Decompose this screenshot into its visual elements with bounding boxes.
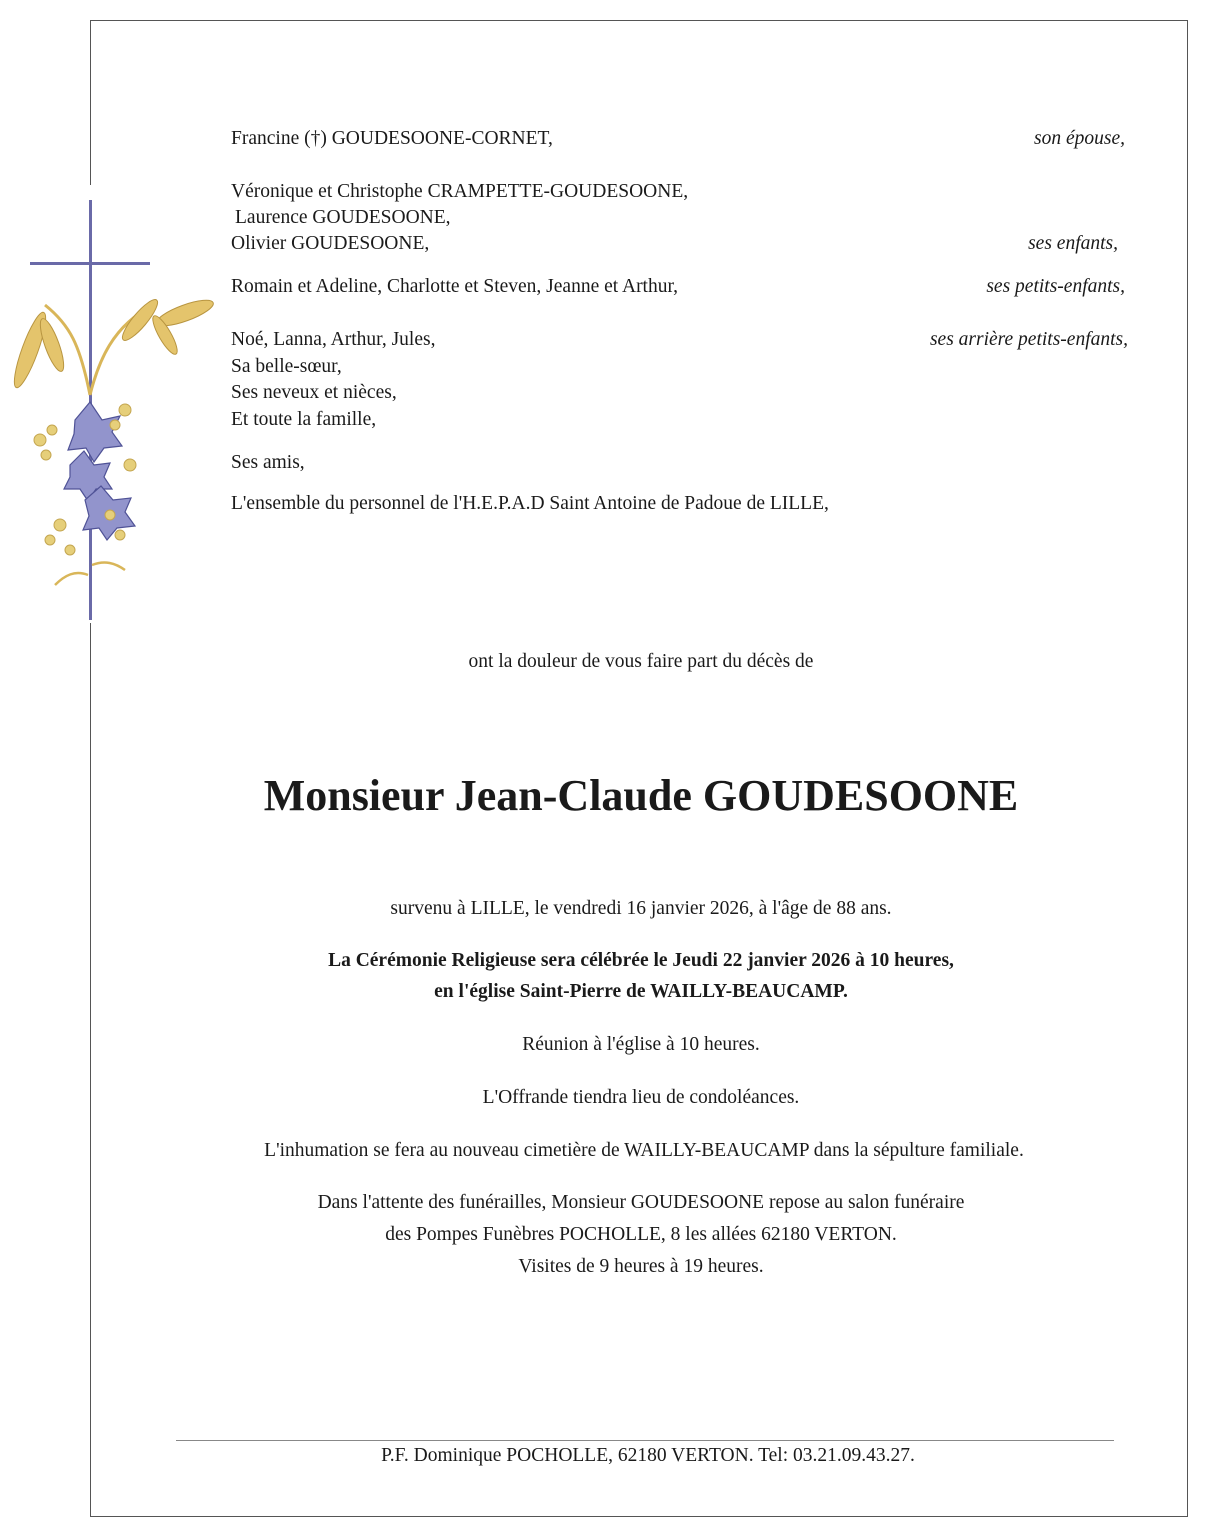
child-1: Véronique et Christophe CRAMPETTE-GOUDESOONE,	[231, 181, 689, 202]
footer-divider	[176, 1440, 1114, 1441]
spouse-relation: son épouse,	[1034, 128, 1125, 149]
ceremony-line-2: en l'église Saint-Pierre de WAILLY-BEAUCAMP.	[434, 981, 848, 1002]
child-3: Olivier GOUDESOONE,	[231, 233, 430, 254]
children-relation: ses enfants,	[1028, 233, 1118, 254]
grandchildren-names: Romain et Adeline, Charlotte et Steven, Jeanne et Arthur,	[231, 276, 679, 297]
cross-with-wheat-and-flowers-icon	[0, 195, 220, 655]
rest-line-1: Dans l'attente des funérailles, Monsieur GOUDESOONE repose au salon funéraire	[317, 1192, 965, 1213]
friends: Ses amis,	[231, 452, 305, 473]
other-relative-1: Sa belle-sœur,	[231, 356, 342, 377]
other-relative-2: Ses neveux et nièces,	[231, 382, 397, 403]
meeting-info: Réunion à l'église à 10 heures.	[522, 1034, 760, 1055]
footer-contact: P.F. Dominique POCHOLLE, 62180 VERTON. Tel: 03.21.09.43.27.	[381, 1445, 915, 1466]
ceremony-line-1: La Cérémonie Religieuse sera célébrée le Jeudi 22 janvier 2026 à 10 heures,	[328, 950, 954, 971]
rest-line-2: des Pompes Funèbres POCHOLLE, 8 les allées 62180 VERTON.	[385, 1224, 897, 1245]
other-relative-3: Et toute la famille,	[231, 409, 377, 430]
staff: L'ensemble du personnel de l'H.E.P.A.D Saint Antoine de Padoue de LILLE,	[231, 493, 829, 514]
burial-info: L'inhumation se fera au nouveau cimetière de WAILLY-BEAUCAMP dans la sépulture familiale.	[264, 1140, 1024, 1161]
child-2: Laurence GOUDESOONE,	[235, 207, 451, 228]
great-grandchildren-names: Noé, Lanna, Arthur, Jules,	[231, 329, 436, 350]
spouse-name: Francine (†) GOUDESOONE-CORNET,	[231, 128, 553, 149]
offering-info: L'Offrande tiendra lieu de condoléances.	[482, 1087, 800, 1108]
death-info: survenu à LILLE, le vendredi 16 janvier 2026, à l'âge de 88 ans.	[390, 898, 892, 919]
announcement: ont la douleur de vous faire part du décès de	[468, 651, 814, 672]
great-grandchildren-relation: ses arrière petits-enfants,	[929, 329, 1128, 350]
deceased-name: Monsieur Jean-Claude GOUDESOONE	[263, 771, 1019, 820]
rest-line-3: Visites de 9 heures à 19 heures.	[518, 1256, 764, 1277]
grandchildren-relation: ses petits-enfants,	[986, 276, 1125, 297]
